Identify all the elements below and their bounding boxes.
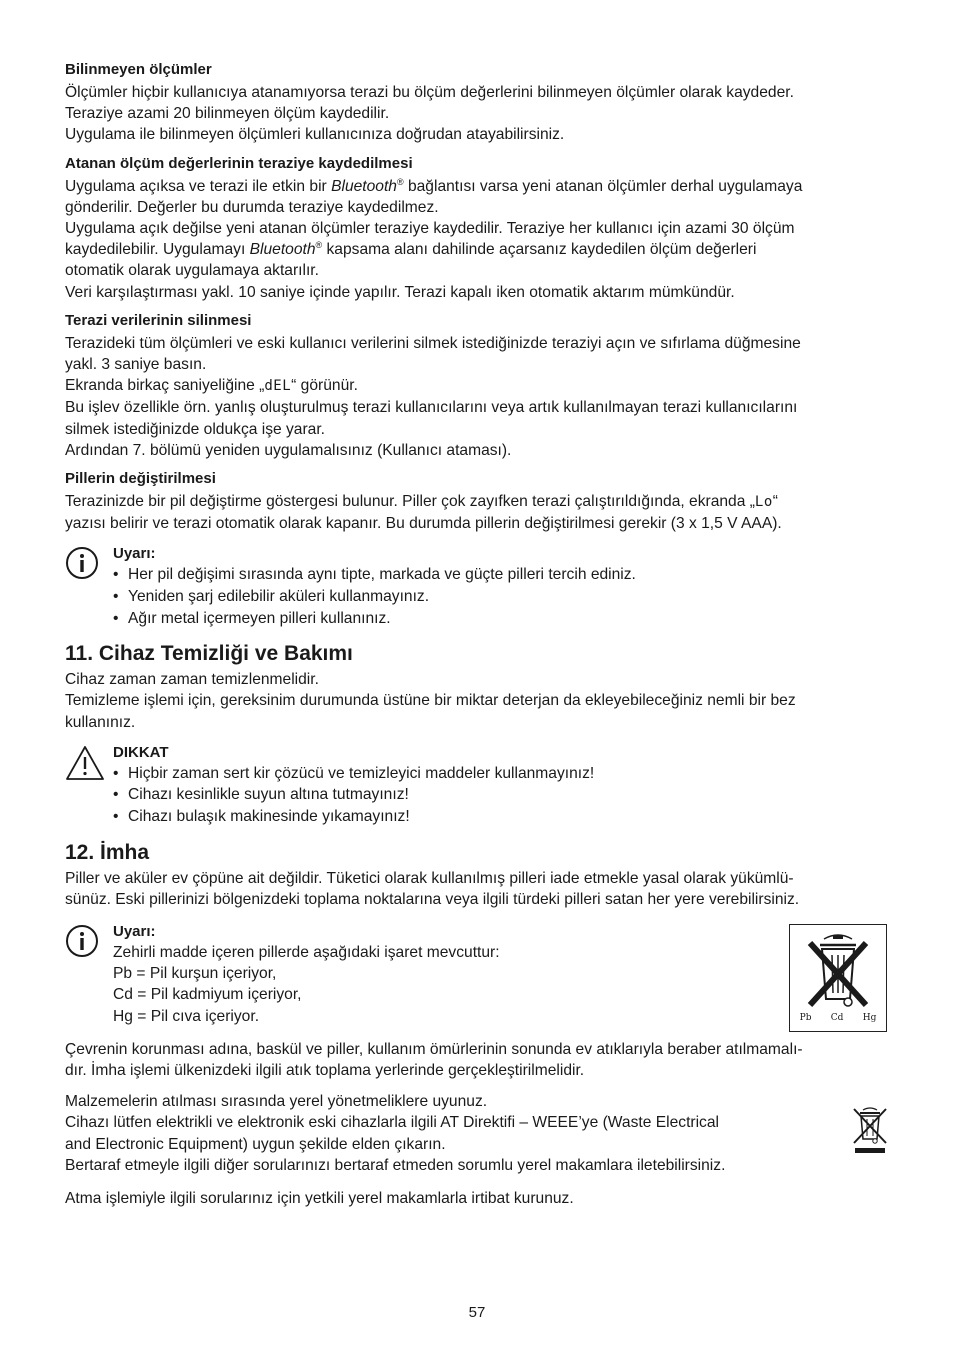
list-item: • Yeniden şarj edilebilir aküleri kullanmayınız. bbox=[113, 586, 887, 608]
paragraph-line: silmek istediğinizde oldukça işe yarar. bbox=[65, 420, 326, 438]
document-page bbox=[65, 60, 887, 1209]
symbol-labels bbox=[790, 1013, 886, 1023]
paragraph-line: Uygulama açık değilse yeni atanan ölçümler teraziye kaydedilir. Teraziye her kullanıcı için azami 30 ölçüm bbox=[65, 220, 795, 238]
final-paragraph: Atma işlemiyle ilgili sorularınız için yetkili yerel makamlarla irtibat kurunuz. bbox=[65, 1190, 574, 1208]
paragraph-line: kaydedilebilir. Uygulamayı Bluetooth® kapsama alanı dahilinde açarsanız kaydedilen ölçüm değerleri bbox=[65, 240, 757, 259]
list-item: • Ağır metal içermeyen pilleri kullanınız. bbox=[113, 608, 887, 630]
paragraph-line: Cihaz zaman zaman temizlenmelidir. bbox=[65, 671, 319, 689]
label-pb: Pb bbox=[799, 1013, 812, 1024]
section-unknown-measurements bbox=[65, 60, 887, 146]
list-item: • Cihazı kesinlikle suyun altına tutmayınız! bbox=[113, 784, 887, 806]
note-battery bbox=[65, 544, 887, 629]
paragraph-line: and Electronic Equipment) uygun şekilde elden çıkarın. bbox=[65, 1135, 446, 1153]
paragraph-line: yakl. 3 saniye basın. bbox=[65, 356, 207, 374]
env-paragraph bbox=[65, 1039, 887, 1081]
warning-triangle-icon bbox=[65, 745, 105, 786]
heading-disposal: 12. İmha bbox=[65, 840, 150, 864]
list-item: • Hiçbir zaman sert kir çözücü ve temizleyici maddeler kullanmayınız! bbox=[113, 763, 887, 785]
paragraph-line: Zehirli madde içeren pillerde aşağıdaki işaret mevcuttur: bbox=[113, 944, 500, 962]
page-number: 57 bbox=[468, 1304, 486, 1321]
paragraph-line: Çevrenin korunması adına, baskül ve piller, kullanım ömürlerinin sonunda ev atıklarıyla beraber atılmamalı- bbox=[65, 1040, 803, 1058]
caution-title: DIKKAT bbox=[113, 743, 169, 761]
subheading-delete-data: Terazi verilerinin silinmesi bbox=[65, 311, 252, 329]
note-list bbox=[113, 564, 887, 629]
paragraph-line: Veri karşılaştırması yakl. 10 saniye içinde yapılır. Terazi kapalı iken otomatik aktarım mümkündür. bbox=[65, 283, 735, 301]
paragraph-line: Pb = Pil kurşun içeriyor, bbox=[113, 965, 277, 983]
paragraph-line: Bertaraf etmeyle ilgili diğer sorularınızı bertaraf etmeden sorumlu yerel makamlara iletebilirsiniz. bbox=[65, 1156, 726, 1174]
paragraph-line: gönderilir. Değerler bu durumda teraziye kaydedilmez. bbox=[65, 198, 439, 216]
paragraph-line: Uygulama açıksa ve terazi ile etkin bir Bluetooth® bağlantısı varsa yeni atanan ölçümler derhal uygulamaya bbox=[65, 176, 803, 195]
paragraph-line: sünüz. Eski pillerinizi bölgenizdeki toplama noktalarına veya ilgili türdeki pilleri satan her yere verebilirsiniz. bbox=[65, 890, 800, 908]
display-code-del: dEL bbox=[264, 378, 292, 395]
paragraph-line: Malzemelerin atılması sırasında yerel yönetmeliklere uyunuz. bbox=[65, 1093, 488, 1111]
paragraph-line: Piller ve aküler ev çöpüne ait değildir. Tüketici olarak kullanılmış pilleri iade etmekle yasal olarak yükümlü- bbox=[65, 869, 794, 887]
paragraph-line: dır. İmha işlemi ülkenizdeki ilgili atık toplama yerlerinde gerçekleştirilmelidir. bbox=[65, 1062, 585, 1080]
paragraph-line: Cihazı lütfen elektrikli ve elektronik eski cihazlarla ilgili AT Direktifi – WEEE’ye (Waste Electrical bbox=[65, 1114, 719, 1132]
paragraph-line: Ölçümler hiçbir kullanıcıya atanamıyorsa terazi bu ölçüm değerlerini bilinmeyen ölçümler olarak kaydeder. bbox=[65, 84, 794, 101]
section-battery-replacement bbox=[65, 469, 887, 534]
note-toxic-batteries bbox=[65, 922, 887, 1027]
section-assigned-values bbox=[65, 154, 887, 303]
label-cd: Cd bbox=[830, 1013, 844, 1024]
paragraph-line: Ekranda birkaç saniyeliğine „dEL“ görünür. bbox=[65, 377, 358, 395]
paragraph-line: Terazinizde bir pil değiştirme göstergesi bulunur. Piller çok zayıfken terazi çalıştırıldığında, ekranda „Lo“ bbox=[65, 493, 778, 511]
heading-cleaning: 11. Cihaz Temizliği ve Bakımı bbox=[65, 642, 353, 666]
list-item: • Cihazı bulaşık makinesinde yıkamayınız! bbox=[113, 806, 887, 828]
paragraph-line: Hg = Pil cıva içeriyor. bbox=[113, 1007, 260, 1025]
paragraph-line: Ardından 7. bölümü yeniden uygulamalısınız (Kullanıcı ataması). bbox=[65, 441, 512, 459]
paragraph-line: kullanınız. bbox=[65, 713, 136, 731]
section-delete-data bbox=[65, 311, 887, 461]
paragraph-line: Temizleme işlemi için, gereksinim durumunda üstüne bir miktar deterjan da ekleyebileceğiniz nemli bir bez bbox=[65, 692, 796, 710]
note-title: Uyarı: bbox=[113, 545, 156, 563]
paragraph-line: Cd = Pil kadmiyum içeriyor, bbox=[113, 986, 302, 1004]
display-code-lo: Lo bbox=[754, 494, 773, 511]
info-icon bbox=[65, 546, 99, 585]
list-item: • Her pil değişimi sırasında aynı tipte, markada ve güçte pilleri tercih ediniz. bbox=[113, 564, 887, 586]
paragraph-line: otomatik olarak uygulamaya aktarılır. bbox=[65, 262, 319, 280]
weee-crossed-bin-icon bbox=[851, 1105, 889, 1160]
caution-note bbox=[65, 743, 887, 828]
label-hg: Hg bbox=[862, 1013, 877, 1024]
paragraph-line: Bu işlev özellikle örn. yanlış oluşturulmuş terazi kullanıcılarını veya artık kullanılmayan terazi kullanıcılarını bbox=[65, 399, 798, 417]
paragraph-line: Uygulama ile bilinmeyen ölçümleri kullanıcınıza doğrudan atayabilirsiniz. bbox=[65, 126, 565, 144]
note-title: Uyarı: bbox=[113, 923, 156, 941]
subheading-assigned-values: Atanan ölçüm değerlerinin teraziye kaydedilmesi bbox=[65, 154, 413, 172]
caution-list bbox=[113, 763, 887, 828]
info-icon bbox=[65, 924, 99, 963]
crossed-bin-battery-symbol bbox=[789, 924, 887, 1032]
paragraph-line: yazısı belirir ve terazi otomatik olarak kapanır. Bu durumda pillerin değiştirilmesi gerekir (3 x 1,5 V AAA). bbox=[65, 515, 782, 533]
weee-paragraph bbox=[65, 1091, 887, 1176]
paragraph-line: Terazideki tüm ölçümleri ve eski kullanıcı verilerini silmek istediğinizde teraziyi açın ve sıfırlama düğmesine bbox=[65, 334, 801, 352]
paragraph-line: Teraziye azami 20 bilinmeyen ölçüm kaydedilir. bbox=[65, 105, 390, 123]
subheading-unknown-measurements: Bilinmeyen ölçümler bbox=[65, 61, 212, 78]
subheading-battery-replacement: Pillerin değiştirilmesi bbox=[65, 470, 216, 488]
